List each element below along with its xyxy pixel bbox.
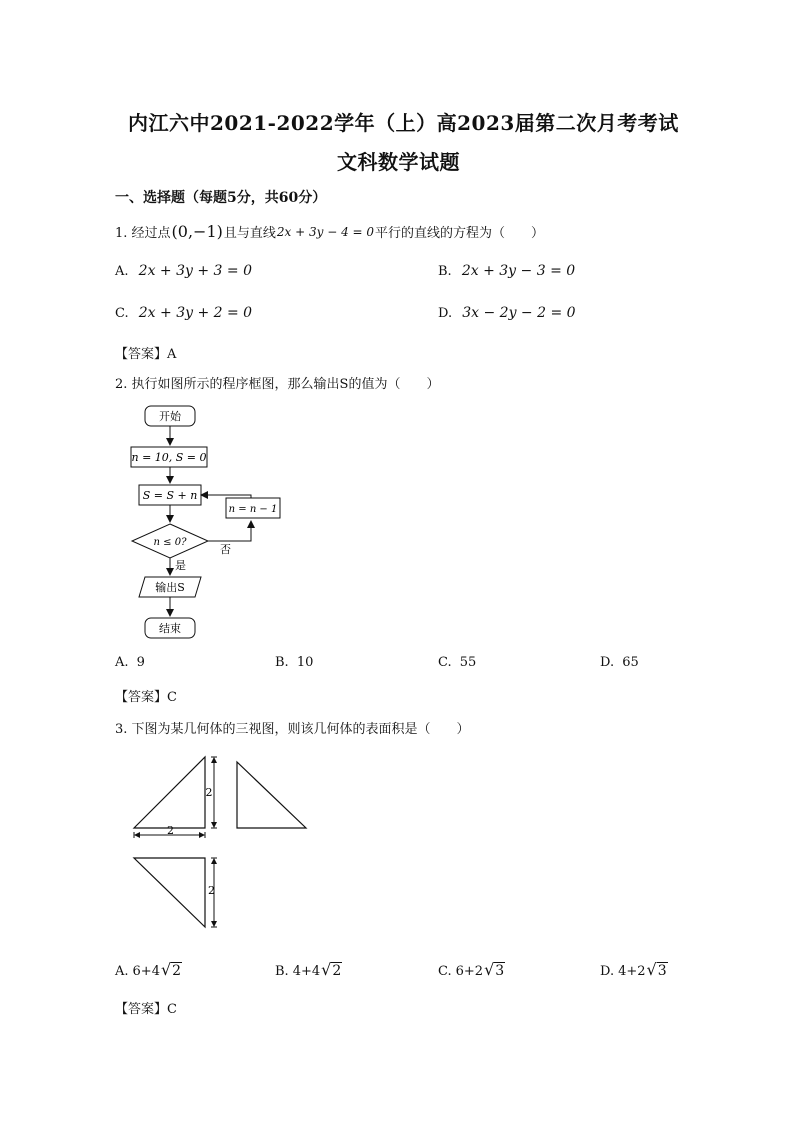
option-radicand: 2	[332, 963, 342, 979]
q1-stem-part-a: 1. 经过点	[115, 226, 171, 241]
flow-sum-label: S = S + n	[142, 489, 198, 502]
option-label: D.	[600, 964, 615, 979]
q3-answer: 【答案】C	[115, 1002, 177, 1017]
option-text: 65	[622, 655, 639, 670]
option-text: 2x + 3y + 2 = 0	[138, 305, 253, 321]
flowchart	[125, 400, 290, 645]
q3-option-c[interactable]	[438, 960, 505, 979]
option-label: D.	[438, 306, 453, 321]
option-label: A.	[115, 964, 129, 979]
option-label: C.	[438, 655, 452, 670]
top-view-triangle	[134, 858, 205, 927]
q2-option-d[interactable]	[600, 655, 639, 670]
q1-option-a[interactable]	[115, 263, 252, 279]
q3-option-d[interactable]	[600, 960, 668, 979]
flow-start-label: 开始	[159, 410, 181, 423]
flow-condition-label: n ≤ 0?	[153, 537, 187, 548]
q2-answer: 【答案】C	[115, 690, 177, 705]
option-label: D.	[600, 655, 615, 670]
q1-point: (0,−1)	[171, 222, 223, 241]
flow-decrement-label: n = n − 1	[228, 504, 278, 515]
option-radicand: 3	[657, 963, 667, 979]
question-3-stem: 3. 下图为某几何体的三视图，则该几何体的表面积是（ ）	[115, 722, 470, 737]
option-label: A.	[115, 264, 129, 279]
option-radicand: 3	[495, 963, 505, 979]
flow-yes-label: 是	[175, 559, 186, 572]
option-text: 55	[459, 655, 477, 670]
option-prefix: 6+2	[455, 964, 484, 979]
option-radicand: 2	[172, 963, 182, 979]
option-text: 10	[296, 655, 314, 670]
q1-answer: 【答案】A	[115, 347, 177, 362]
page-subtitle: 文科数学试题	[337, 150, 460, 174]
top-height-label: 2	[208, 884, 215, 897]
section-heading: 一、选择题（每题5分，共60分）	[115, 190, 327, 206]
option-label: C.	[115, 306, 129, 321]
option-text: 2x + 3y − 3 = 0	[461, 263, 576, 279]
option-label: B.	[275, 964, 289, 979]
option-prefix: 4+4	[292, 964, 321, 979]
option-label: B.	[438, 264, 452, 279]
q3-option-b[interactable]	[275, 960, 342, 979]
sqrt-icon: √	[321, 960, 332, 979]
q1-option-b[interactable]	[438, 263, 575, 279]
side-view-triangle	[237, 762, 306, 828]
q2-option-a[interactable]	[115, 655, 145, 670]
front-width-label: 2	[167, 824, 174, 837]
option-label: B.	[275, 655, 289, 670]
q1-option-d[interactable]	[438, 305, 576, 321]
sqrt-icon: √	[484, 960, 495, 979]
option-text: 9	[136, 655, 145, 670]
q1-line-equation: 2x + 3y − 4 = 0	[276, 224, 375, 239]
flow-end-label: 结束	[159, 622, 181, 635]
sqrt-icon: √	[646, 960, 657, 979]
sqrt-icon: √	[160, 960, 172, 979]
option-prefix: 4+2	[618, 964, 646, 979]
three-views-diagram	[125, 752, 325, 937]
flow-init-label: n = 10, S = 0	[131, 451, 207, 464]
q3-option-a[interactable]	[115, 960, 182, 979]
front-view-triangle	[134, 757, 205, 828]
q1-stem-part-b: 且与直线	[223, 226, 276, 241]
option-text: 2x + 3y + 3 = 0	[138, 263, 252, 279]
option-prefix: 6+4	[132, 964, 160, 979]
q2-option-b[interactable]	[275, 655, 313, 670]
flow-output-label: 输出S	[155, 581, 185, 594]
front-height-label: 2	[205, 786, 213, 799]
option-text: 3x − 2y − 2 = 0	[462, 305, 576, 321]
q1-stem-part-c: 平行的直线的方程为（ ）	[375, 226, 545, 241]
question-1-stem	[115, 222, 544, 241]
q1-option-c[interactable]	[115, 305, 252, 321]
flow-no-label: 否	[220, 543, 231, 556]
option-label: C.	[438, 964, 452, 979]
option-label: A.	[115, 655, 129, 670]
q2-option-c[interactable]	[438, 655, 476, 670]
question-2-stem: 2. 执行如图所示的程序框图，那么输出S的值为（ ）	[115, 377, 440, 392]
page-title: 内江六中2021-2022学年（上）高2023届第二次月考考试	[128, 111, 679, 135]
